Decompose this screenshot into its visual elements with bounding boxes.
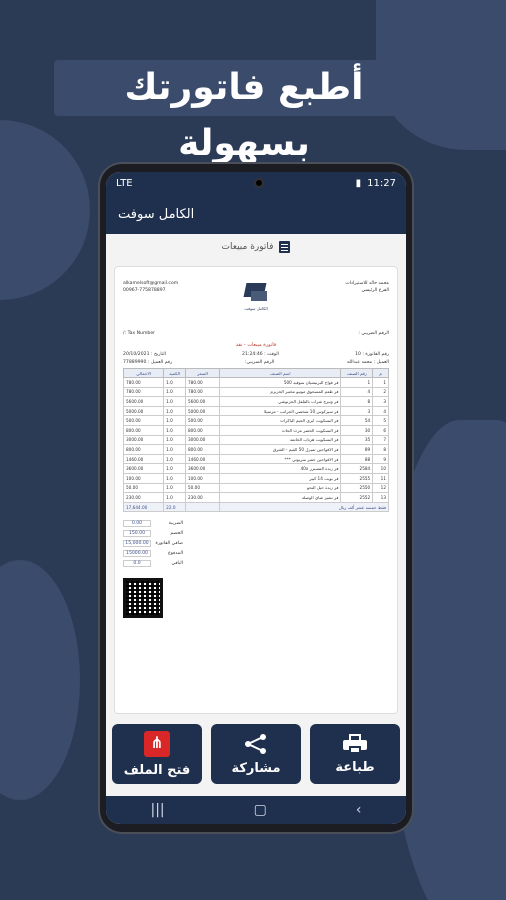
company-logo: الكامل سوفت [239,281,273,311]
table-cell: 1 [341,378,373,388]
table-cell: فر بويت 14 كبير [220,473,341,483]
summary-row [123,558,183,568]
status-time: 11:27 [367,177,396,189]
table-cell: 1 [373,378,389,388]
invoice-preview [114,266,398,714]
sub-header [106,234,406,260]
sub-header-title: فاتورة مبيعات [221,242,274,252]
table-cell: 2552 [341,493,373,503]
app-bar [106,194,406,234]
battery-icon: ▮ [355,177,362,189]
table-cell: 100.00 [186,473,220,483]
open-file-button[interactable] [112,724,202,784]
table-cell: 7 [373,435,389,445]
table-cell: 800.00 [124,425,164,435]
company-phone: 00967-775878897 [123,288,166,293]
summary-label: الضريبة [168,520,183,526]
table-cell: 2550 [341,483,373,493]
table-cell: 780.00 [186,387,220,397]
company-contact [123,281,213,295]
invoice-table [123,368,389,512]
table-cell: فر الافواجين تميزل 50 القيم - الشرق [220,445,341,455]
total-words: فقط خمسة عشر ألف ريال [220,502,389,512]
print-button[interactable] [310,724,400,784]
table-header: رقم الصنف [341,369,373,378]
table-cell: 11 [373,473,389,483]
seller-tax-label: الرقم الضريبي : [358,331,389,336]
table-cell: 2555 [341,473,373,483]
table-cell: 35 [341,435,373,445]
table-cell: 1.0 [164,464,186,474]
table-cell: فر زبدة المسبرر 40x [220,464,341,474]
share-button[interactable] [211,724,301,784]
table-cell: فر البسكويت الخضر مرت الجات [220,425,341,435]
promo-headline: أطبع فاتورتك بسهولة [54,60,434,116]
table-row [124,464,389,474]
invoice-time: الوقت : 21:24:46 [242,352,279,357]
summary-row [123,528,183,538]
qr-code [123,578,163,618]
table-cell: 5000.00 [124,406,164,416]
table-header: السعر [186,369,220,378]
share-label: مشاركة [231,760,281,776]
table-cell: 3 [373,397,389,407]
summary-row [123,538,183,548]
table-cell: 1.0 [164,445,186,455]
table-cell: 800.00 [186,425,220,435]
table-cell: 1460.00 [124,454,164,464]
table-cell: 1.0 [164,454,186,464]
seller-info [299,281,389,295]
table-cell: فر زبدة حيل النحو [220,483,341,493]
table-cell: 5000.00 [186,406,220,416]
table-cell: 30 [341,425,373,435]
open-file-label: فتح الملف [123,762,191,778]
total-amount: 17,644.00 [124,502,164,512]
camera-icon [254,178,264,188]
invoice-summary [123,518,183,568]
status-left: LTE [116,177,133,189]
system-nav-bar [106,796,406,824]
customer-tax: الرقم الضريبي: [245,360,275,365]
seller-name: محمد خالد للاستيرادات [345,281,389,286]
seller-sub: الفرع الرئيسي [361,288,389,293]
table-cell: 800.00 [186,445,220,455]
back-icon[interactable]: ‹ [355,802,362,818]
table-row [124,473,389,483]
home-icon[interactable]: ▢ [253,802,267,818]
summary-label: المدفوع [167,550,183,556]
summary-value: 0.00 [123,520,151,527]
table-cell: 230.00 [124,493,164,503]
table-cell: 3600.00 [124,464,164,474]
table-cell: 1.0 [164,397,186,407]
table-cell: 8 [373,445,389,455]
print-label: طباعة [335,759,375,775]
table-row [124,445,389,455]
table-total-row [124,502,389,512]
table-cell: 5600.00 [186,397,220,407]
table-cell: 5 [373,416,389,426]
table-cell: 3000.00 [186,435,220,445]
table-header: م [373,369,389,378]
table-row [124,425,389,435]
summary-value: 15,000.00 [123,540,151,547]
table-cell: فر الافواجين جفير سريوتي *** [220,454,341,464]
table-cell: 89 [341,445,373,455]
table-row [124,454,389,464]
table-row [124,406,389,416]
table-cell: 500.00 [186,416,220,426]
table-cell: 780.00 [124,387,164,397]
app-screen [106,172,406,824]
table-cell: 1.0 [164,425,186,435]
table-cell: 1.0 [164,387,186,397]
phone-frame [100,164,412,832]
table-cell: 3 [341,406,373,416]
table-cell: فر ونبرج شراب بالفلفل الحرنوشي [220,397,341,407]
table-cell: 3000.00 [124,435,164,445]
table-cell: 50.00 [124,483,164,493]
table-cell: 2 [373,387,389,397]
summary-row [123,548,183,558]
table-cell: فر تشيز شاي الوصلة [220,493,341,503]
recents-icon[interactable]: ||| [150,802,165,818]
customer-phone: رقم العميل : 77889990 [123,360,173,365]
action-bar [112,724,400,784]
table-cell: 1460.00 [186,454,220,464]
summary-label: صافي الفاتورة [155,540,183,546]
table-cell: 2584 [341,464,373,474]
table-cell: 1.0 [164,483,186,493]
tax-number: Tax Number :/ [123,331,156,336]
table-cell: فر البسكويت هرتاب الخاتمة [220,435,341,445]
table-cell: فر البسكويت ايري الجيم الباكرات [220,416,341,426]
printer-icon [343,734,367,754]
invoice-number: رقم الفاتورة : 10 [355,352,389,357]
invoice-title: فاتورة مبيعات - نقد [235,342,277,348]
total-qty: 22.0 [164,502,186,512]
summary-row [123,518,183,528]
table-cell: 50.00 [186,483,220,493]
table-cell: 1.0 [164,416,186,426]
table-row [124,483,389,493]
table-cell: 3600.00 [186,464,220,474]
table-cell: 100.00 [124,473,164,483]
table-header: الاجمالي [124,369,164,378]
table-cell: 800.00 [124,445,164,455]
table-row [124,397,389,407]
document-icon [279,241,290,253]
table-cell: 9 [373,454,389,464]
table-cell: 1.0 [164,493,186,503]
table-row [124,416,389,426]
table-row [124,387,389,397]
table-cell: 780.00 [124,378,164,388]
customer-name: العميل : محمد عبدالله [346,360,389,365]
table-cell: 88 [341,454,373,464]
summary-label: الخصم [170,530,183,536]
table-cell: فر طعم المسحوق موتيو مختبر الجزيرم [220,387,341,397]
table-cell: 8 [341,397,373,407]
table-cell: 6 [373,425,389,435]
table-cell: 4 [341,387,373,397]
table-header: اسم الصنف [220,369,341,378]
table-row [124,435,389,445]
invoice-date: التاريخ : 20/10/2021 [123,352,166,357]
summary-value: 150.00 [123,530,151,537]
table-cell: 230.00 [186,493,220,503]
table-cell: فر سيركوس 10 شخصي الجرانب - مرسيلا [220,406,341,416]
table-cell: 1.0 [164,378,186,388]
table-cell: 4 [373,406,389,416]
summary-value: 15000.00 [123,550,151,557]
summary-value: 0.0 [123,560,151,567]
table-cell: 10 [373,464,389,474]
table-cell: 500.00 [124,416,164,426]
table-cell: 780.00 [186,378,220,388]
share-icon [244,733,268,755]
table-header: الكمية [164,369,186,378]
pdf-icon [144,731,170,757]
table-cell: 1.0 [164,435,186,445]
table-cell: 1.0 [164,406,186,416]
company-email: alkamelsoft@gmail.com [123,281,179,286]
table-cell: 54 [341,416,373,426]
table-row [124,493,389,503]
table-cell: 12 [373,483,389,493]
table-cell: فر فواج البرنيشيان سوفيه 500 [220,378,341,388]
table-row [124,378,389,388]
table-cell: 13 [373,493,389,503]
app-title: الكامل سوفت [118,206,195,222]
summary-label: الباقي [171,560,183,566]
table-cell: 5600.00 [124,397,164,407]
table-cell: 1.0 [164,473,186,483]
